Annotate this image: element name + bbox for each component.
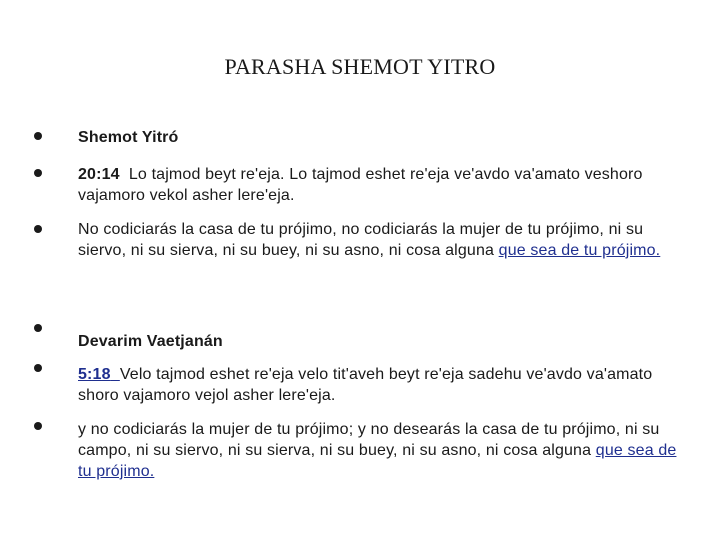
section-heading: Devarim Vaetjanán [78,333,223,350]
bullet-icon [34,132,42,140]
verse-reference-link[interactable]: 5:18 [78,366,111,383]
verse-text [78,364,678,406]
verse-text [78,164,678,206]
verse-link[interactable]: que sea de tu prójimo. [78,442,677,480]
verse-body: y no codiciarás la mujer de tu prójimo; y no desearás la casa de tu prójimo, ni su campo, ni su siervo, ni su sierva, ni su buey, ni su asno, ni cosa alguna [78,421,660,459]
verse-text [78,219,678,261]
bullet-icon [34,225,42,233]
verse-body: Lo tajmod beyt re'eja. Lo tajmod eshet re'eja ve'avdo va'amato veshoro vajamoro vekol asher lere'eja. [78,166,643,204]
verse-reference: 20:14 [78,166,120,183]
bullet-icon [34,169,42,177]
verse-text [78,419,678,482]
page-title: PARASHA SHEMOT YITRO [224,54,496,79]
bullet-icon [34,422,42,430]
section-heading: Shemot Yitró [78,129,179,146]
verse-link[interactable]: que sea de tu prójimo. [498,242,661,259]
link-spacer [111,366,120,383]
bullet-icon [34,324,42,332]
verse-body: No codiciarás la casa de tu prójimo, no codiciarás la mujer de tu prójimo, ni su siervo, ni su sierva, ni su buey, ni su asno, ni cosa alguna [78,221,644,259]
bullet-icon [34,364,42,372]
verse-body: Velo tajmod eshet re'eja velo tit'aveh beyt re'eja sadehu ve'avdo va'amato shoro vajamoro vejol asher lere'eja. [78,366,653,404]
